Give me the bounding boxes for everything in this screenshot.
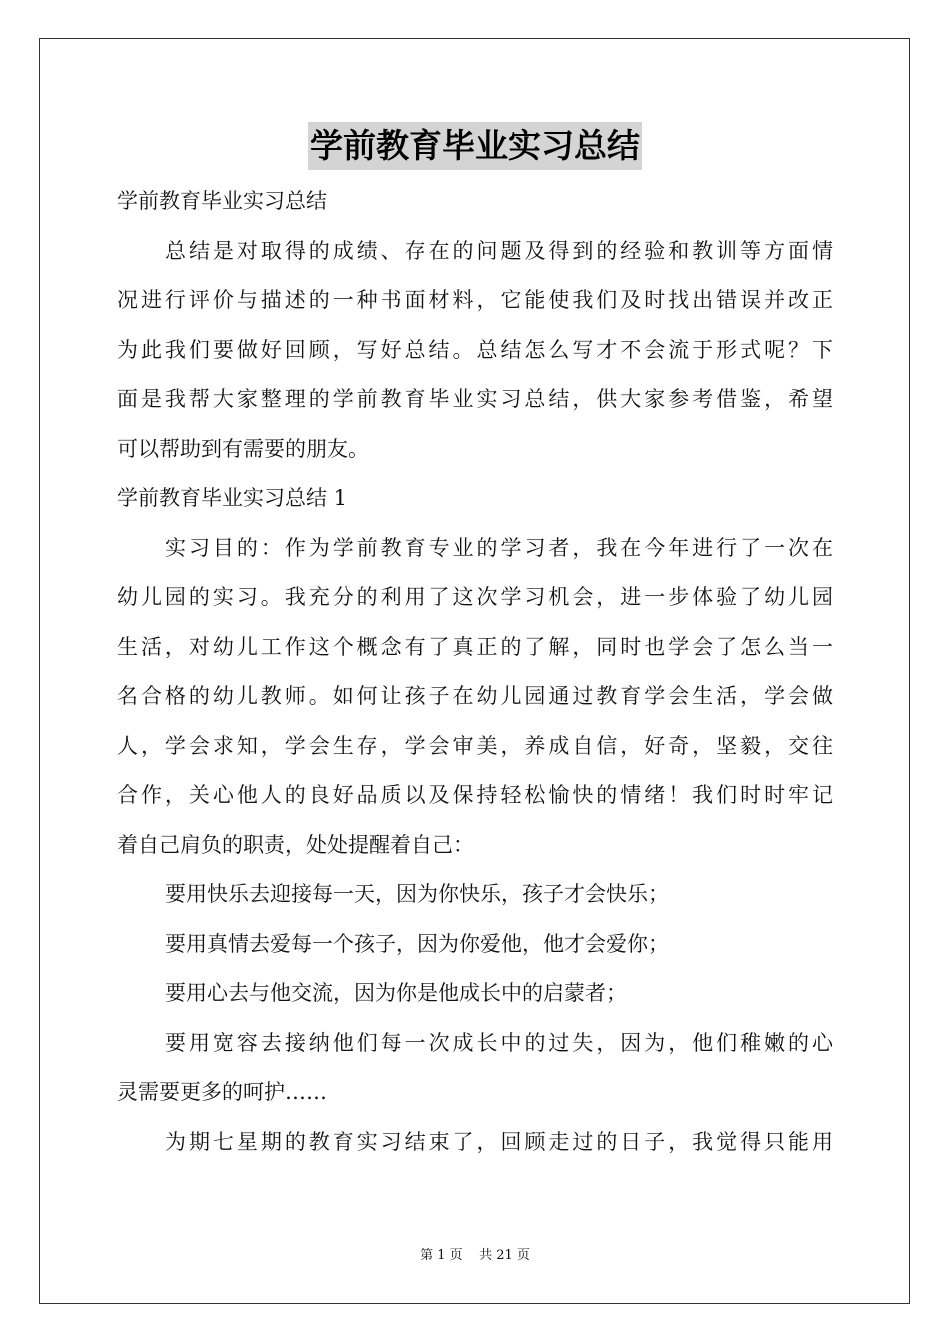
text-line: 要用快乐去迎接每一天，因为你快乐，孩子才会快乐； — [165, 882, 669, 906]
text-line: 合作，关心他人的良好品质以及保持轻松愉快的情绪！我们时时牢记 — [117, 783, 833, 807]
text-line: 幼儿园的实习。我充分的利用了这次学习机会，进一步体验了幼儿园 — [117, 585, 833, 609]
text-line: 总结是对取得的成绩、存在的问题及得到的经验和教训等方面情 — [165, 238, 833, 263]
text-line: 灵需要更多的呵护…… — [117, 1080, 327, 1104]
text-line: 学前教育毕业实习总结 — [117, 189, 327, 213]
text-line: 为期七星期的教育实习结束了，回顾走过的日子，我觉得只能用 — [165, 1129, 833, 1154]
text-line: 着自己肩负的职责，处处提醒着自己： — [117, 832, 474, 857]
text-line: 人，学会求知，学会生存，学会审美，养成自信，好奇，坚毅，交往 — [117, 733, 833, 758]
page-footer: 第 1 页 共 21 页 — [420, 1248, 530, 1263]
title-area — [0, 122, 950, 170]
text-line: 可以帮助到有需要的朋友。 — [117, 436, 369, 461]
text-line: 要用宽容去接纳他们每一次成长中的过失，因为，他们稚嫩的心 — [165, 1030, 833, 1055]
text-line: 要用真情去爱每一个孩子，因为你爱他，他才会爱你； — [165, 931, 669, 956]
document-body — [117, 177, 833, 1167]
text-line: 实习目的：作为学前教育专业的学习者，我在今年进行了一次在 — [165, 535, 833, 560]
document-title: 学前教育毕业实习总结 — [308, 122, 642, 170]
text-line: 名合格的幼儿教师。如何让孩子在幼儿园通过教育学会生活，学会做 — [117, 684, 833, 708]
text-line: 面是我帮大家整理的学前教育毕业实习总结，供大家参考借鉴，希望 — [117, 387, 833, 411]
text-line: 要用心去与他交流，因为你是他成长中的启蒙者； — [165, 981, 627, 1005]
text-line: 生活，对幼儿工作这个概念有了真正的了解，同时也学会了怎么当一 — [117, 634, 833, 659]
text-line: 学前教育毕业实习总结 1 — [117, 486, 348, 510]
text-line: 况进行评价与描述的一种书面材料，它能使我们及时找出错误并改正 — [117, 288, 833, 312]
text-line: 为此我们要做好回顾，写好总结。总结怎么写才不会流于形式呢？下 — [117, 337, 833, 362]
